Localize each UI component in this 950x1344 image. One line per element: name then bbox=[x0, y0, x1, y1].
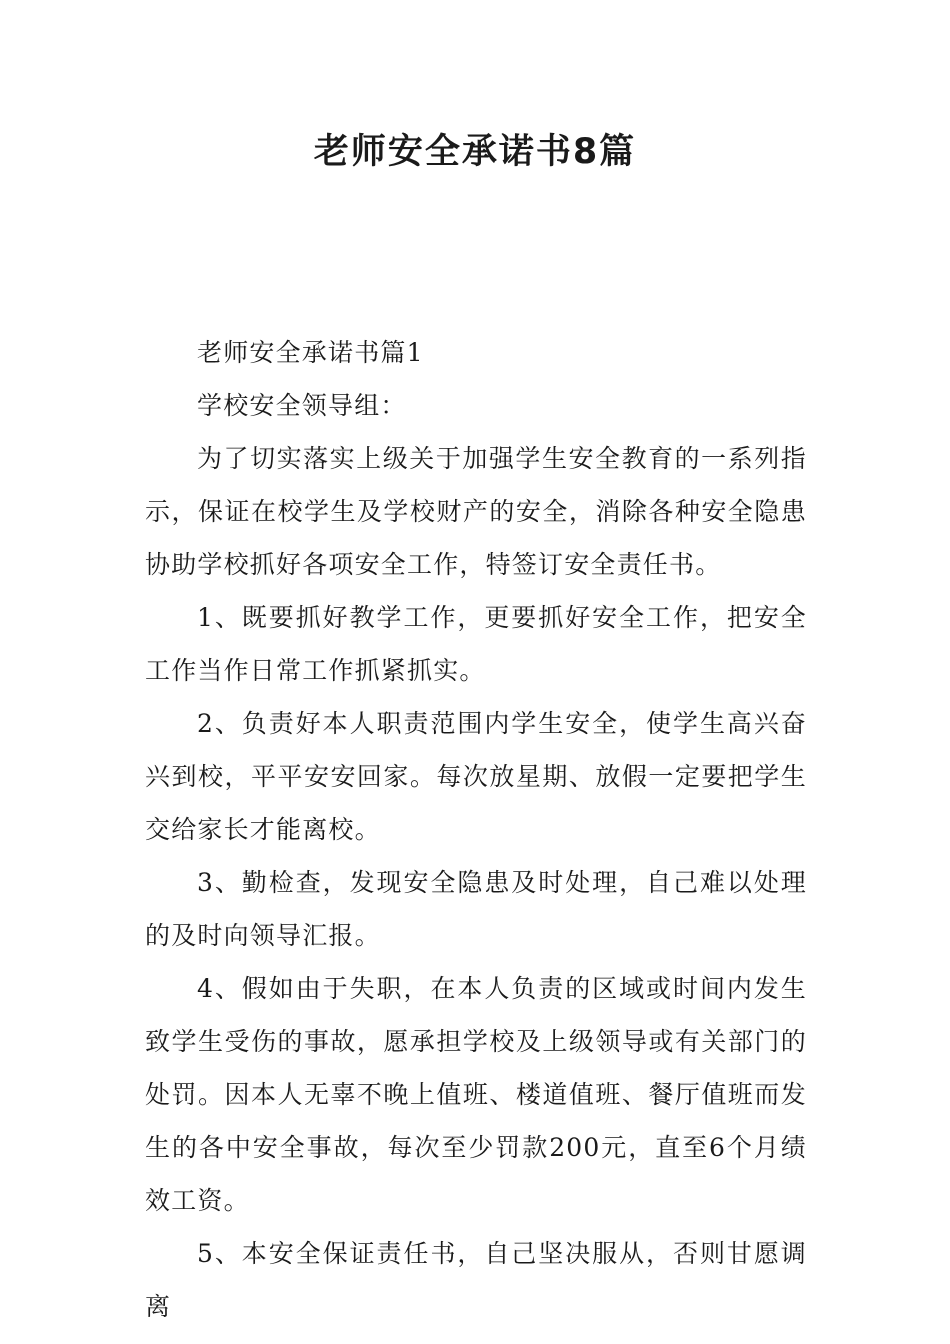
clause-2: 2、负责好本人职责范围内学生安全，使学生高兴奋兴到校，平平安安回家。每次放星期、放假一定要把学生交给家长才能离校。 bbox=[145, 709, 807, 844]
section-heading: 老师安全承诺书篇1 bbox=[197, 338, 424, 367]
clause-4: 4、假如由于失职，在本人负责的区域或时间内发生致学生受伤的事故，愿承担学校及上级领导或有关部门的处罚。因本人无辜不晚上值班、楼道值班、餐厅值班而发生的各中安全事故，每次至少罚款200元，直至6个月绩效工资。 bbox=[145, 974, 807, 1215]
document-body bbox=[145, 326, 807, 1333]
clause-5: 5、本安全保证责任书，自己坚决服从，否则甘愿调离 bbox=[145, 1239, 807, 1321]
salutation: 学校安全领导组： bbox=[197, 391, 407, 420]
clause-3: 3、勤检查，发现安全隐患及时处理，自己难以处理的及时向领导汇报。 bbox=[145, 868, 807, 950]
document-title: 老师安全承诺书8篇 bbox=[313, 132, 637, 172]
clause-1: 1、既要抓好教学工作，更要抓好安全工作，把安全工作当作日常工作抓紧抓实。 bbox=[145, 603, 807, 685]
intro-paragraph: 为了切实落实上级关于加强学生安全教育的一系列指示，保证在校学生及学校财产的安全，消除各种安全隐患协助学校抓好各项安全工作，特签订安全责任书。 bbox=[145, 444, 807, 579]
